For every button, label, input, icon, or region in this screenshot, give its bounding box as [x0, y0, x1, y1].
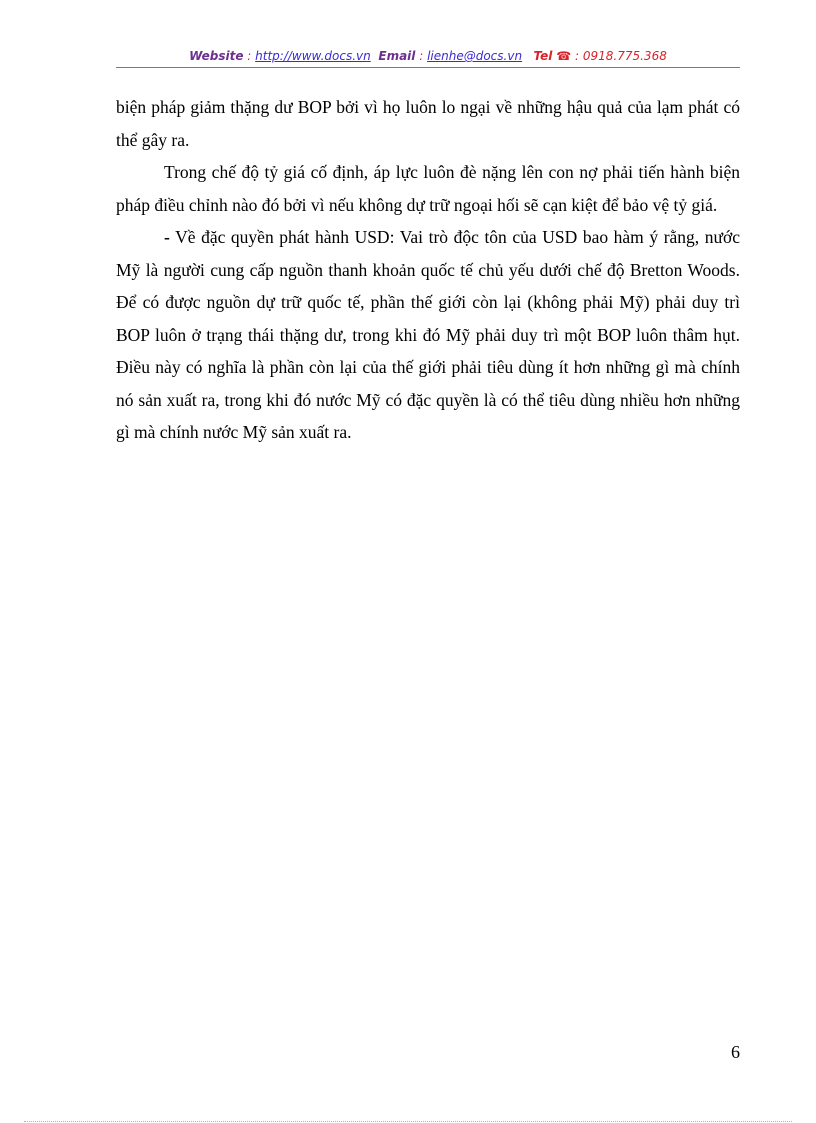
- website-separator: :: [243, 49, 256, 63]
- website-link[interactable]: http://www.docs.vn: [255, 49, 371, 63]
- paragraph-3: [116, 221, 740, 449]
- paragraph-2: Trong chế độ tỷ giá cố định, áp lực luôn đè nặng lên con nợ phải tiến hành biện pháp điều chỉnh nào đó bởi vì nếu không dự trữ ngoại hối sẽ cạn kiệt để bảo vệ tỷ giá.: [116, 162, 740, 215]
- paragraph-1: biện pháp giảm thặng dư BOP bởi vì họ luôn lo ngại về những hậu quả của lạm phát có thể gây ra.: [116, 97, 740, 150]
- website-label: Website: [189, 49, 244, 63]
- header-divider: [116, 67, 740, 68]
- paragraph-3-text: Về đặc quyền phát hành USD: Vai trò độc tôn của USD bao hàm ý rằng, nước Mỹ là người cung cấp nguồn thanh khoản quốc tế chủ yếu dưới chế độ Bretton Woods. Để có được nguồn dự trữ quốc tế, phần thế giới còn lại (không phải Mỹ) phải duy trì BOP luôn ở trạng thái thặng dư, trong khi đó Mỹ phải duy trì một BOP luôn thâm hụt. Điều này có nghĩa là phần còn lại của thế giới phải tiêu dùng ít hơn những gì mà chính nó sản xuất ra, trong khi đó nước Mỹ có đặc quyền là có thể tiêu dùng nhiều hơn những gì mà chính nước Mỹ sản xuất ra.: [116, 227, 740, 442]
- email-link[interactable]: lienhe@docs.vn: [427, 49, 523, 63]
- document-body: [116, 91, 740, 449]
- phone-number: 0918.775.368: [582, 49, 667, 63]
- email-label: Email: [378, 49, 416, 63]
- tel-label: Tel: [533, 49, 553, 63]
- footer-divider: [24, 1121, 792, 1122]
- list-dash: -: [164, 227, 170, 247]
- email-separator: :: [415, 49, 428, 63]
- phone-icon: ☎: [556, 49, 572, 63]
- page-number: 6: [731, 1042, 740, 1062]
- tel-separator: :: [571, 49, 583, 63]
- page-header: [116, 47, 740, 65]
